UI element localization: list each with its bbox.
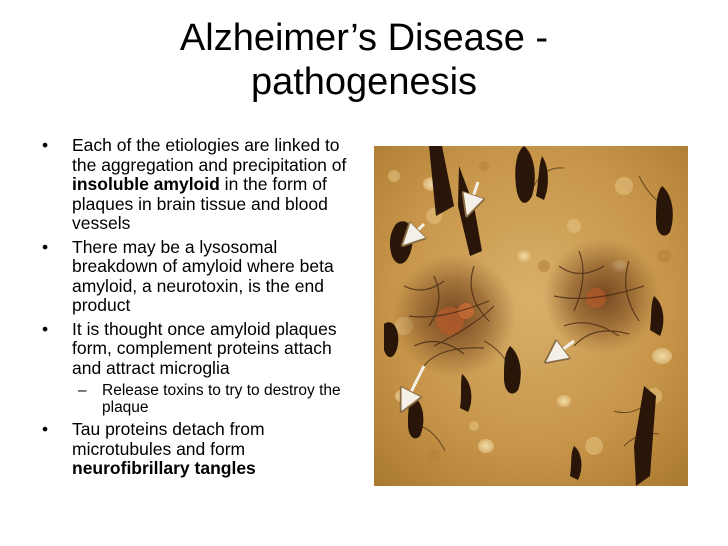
bullet-item (40, 136, 360, 234)
sub-bullet-item: – Release toxins to try to destroy the plaque (72, 382, 360, 416)
slide-title (120, 16, 608, 104)
bullet-text: Tau proteins detach from microtubules and form (72, 419, 265, 459)
amyloid-plaque-left (392, 254, 516, 378)
bullet-list (40, 136, 360, 483)
micrograph-image (374, 146, 688, 486)
bullet-text: Each of the etiologies are linked to the aggregation and precipitation of (72, 135, 347, 175)
bullet-item (40, 420, 360, 479)
bullet-bold-text: neurofibrillary tangles (72, 458, 256, 478)
bullet-text: It is thought once amyloid plaques form, complement proteins attach and attract microglia (72, 318, 337, 378)
bullet-text: There may be a lysosomal breakdown of amyloid where beta amyloid, a neurotoxin, is the end product (72, 236, 334, 315)
title-line-1: Alzheimer’s Disease - (179, 17, 549, 59)
bullet-bold-text: insoluble amyloid (72, 174, 220, 194)
title-line-2: pathogenesis (250, 61, 478, 103)
sub-bullet-list (72, 382, 360, 416)
bullet-text: in the form of plaques in brain tissue and blood vessels (72, 174, 328, 233)
micrograph-svg (374, 146, 688, 486)
amyloid-plaque-right (544, 238, 660, 354)
bullet-item (40, 238, 360, 316)
bullet-item (40, 320, 360, 417)
